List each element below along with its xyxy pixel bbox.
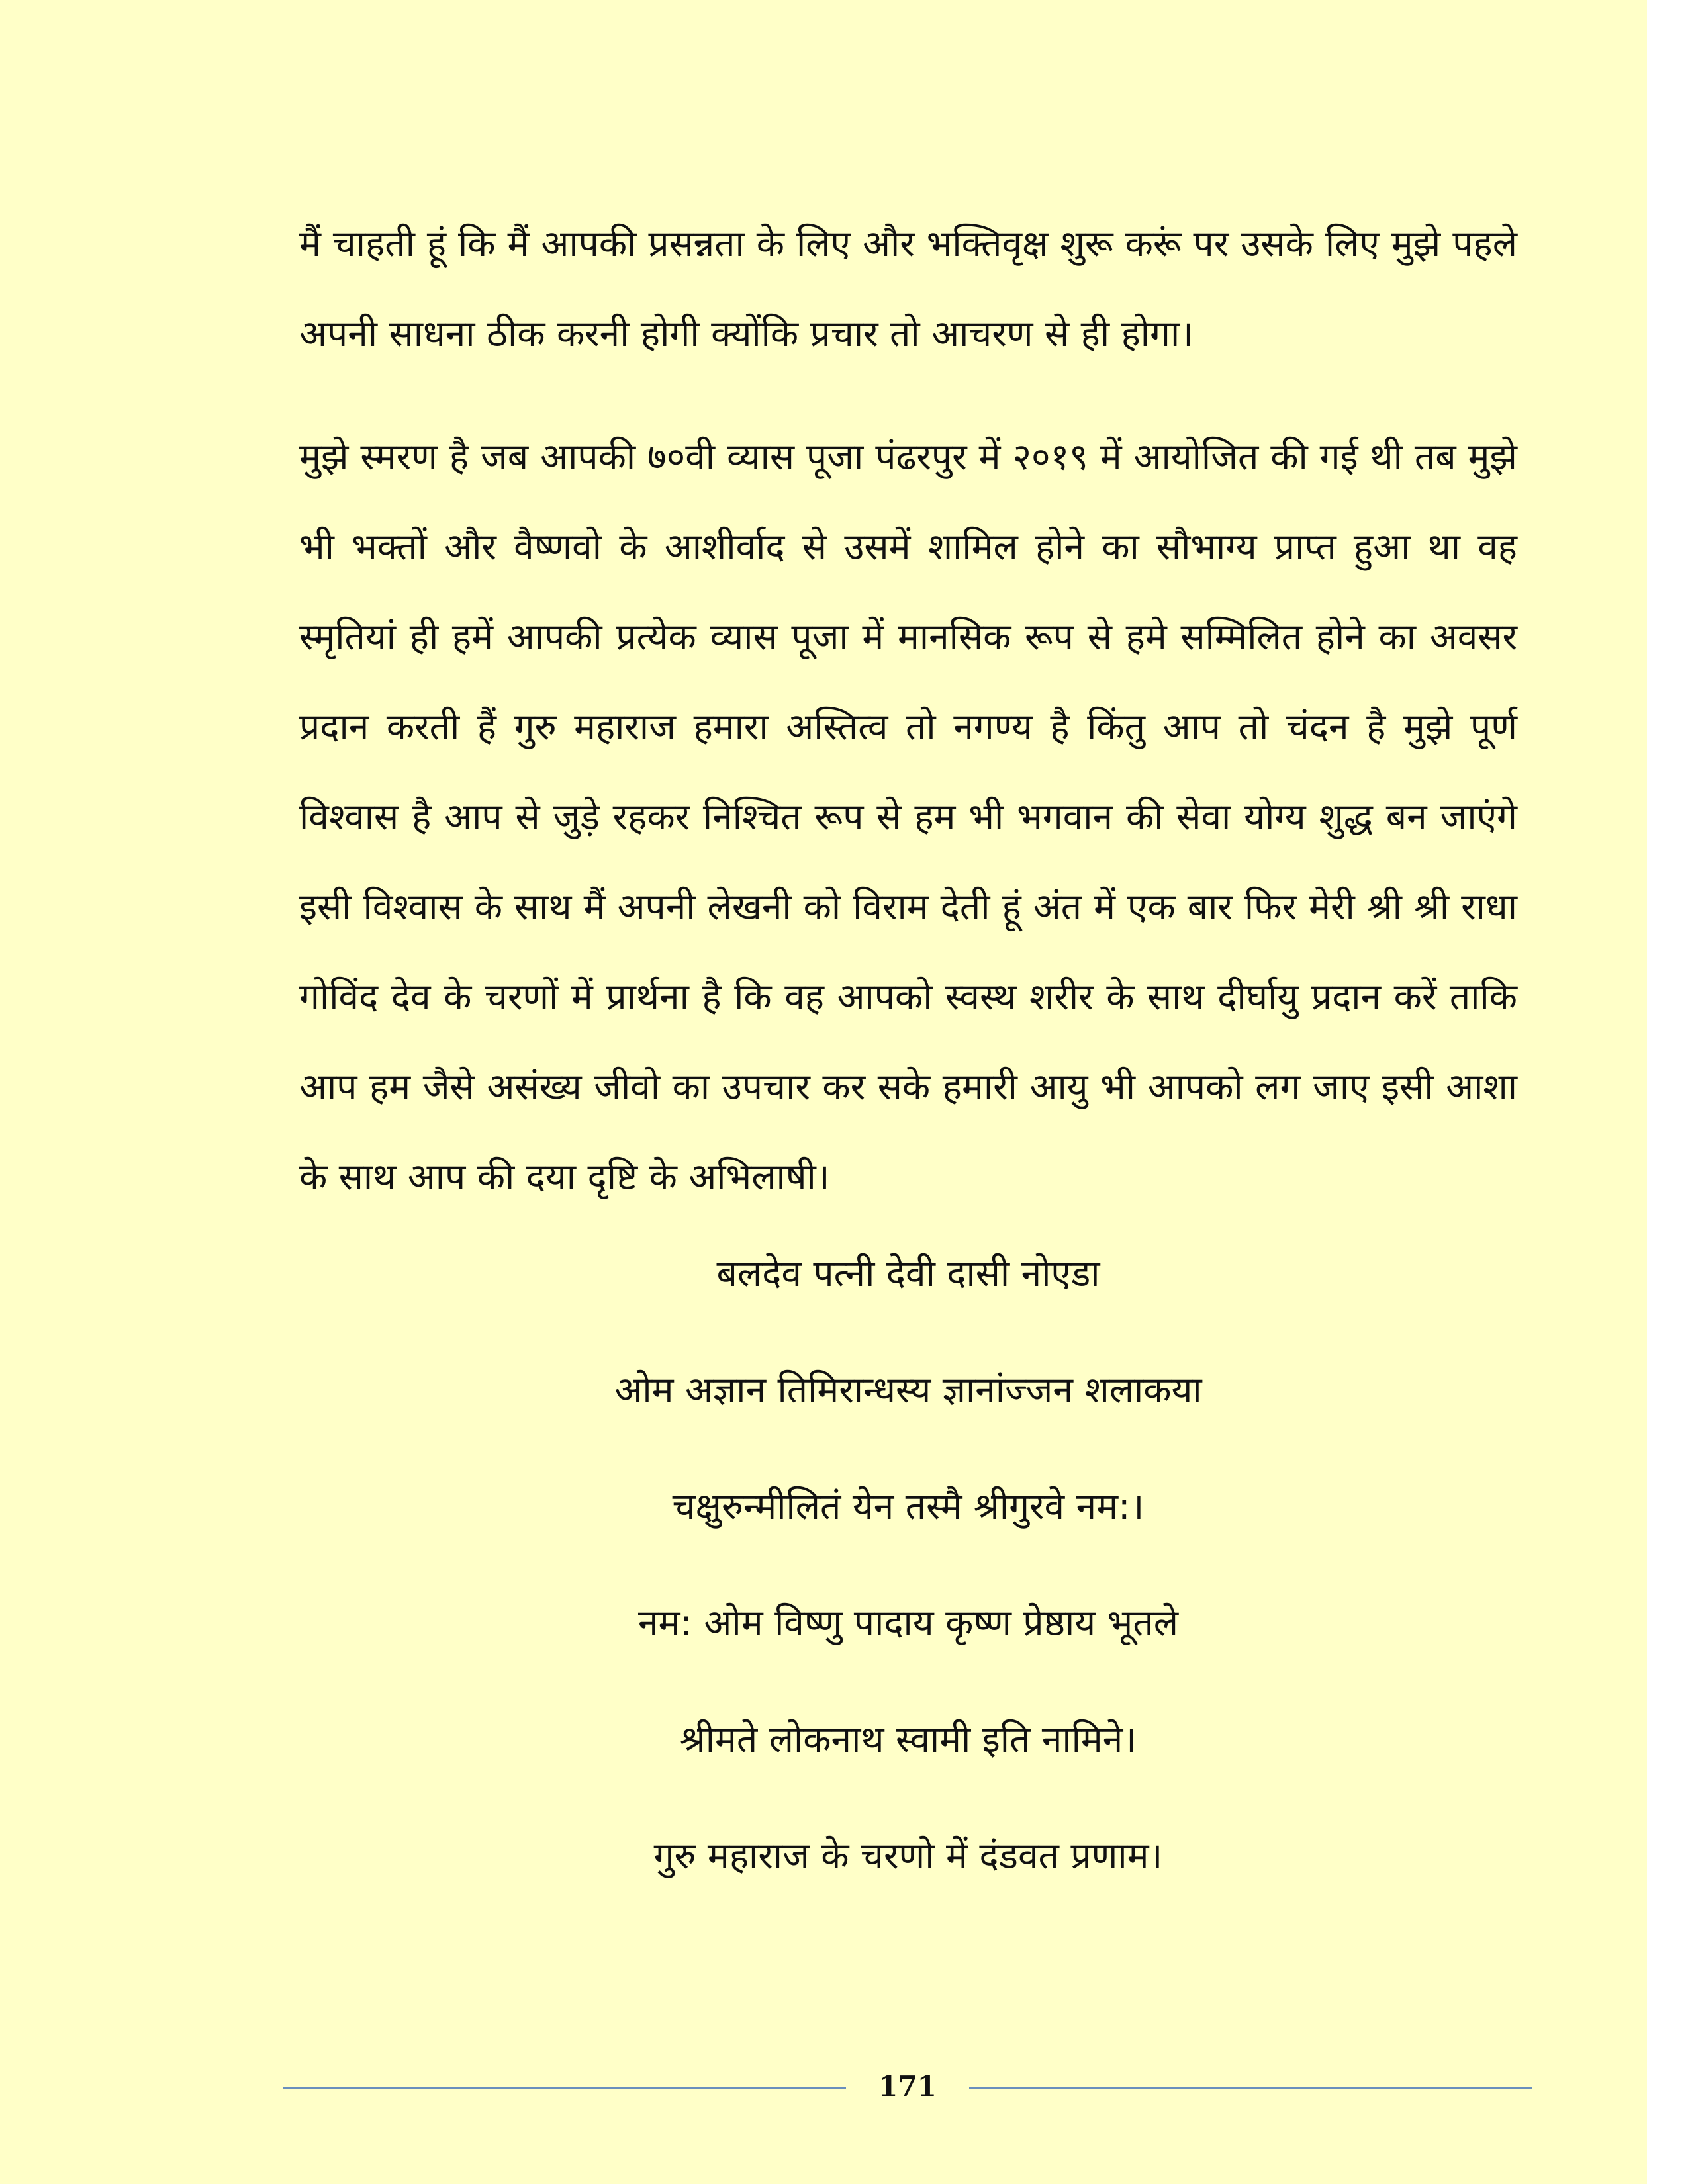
letter-body [299, 199, 1517, 1255]
footer-rule-left [283, 2087, 846, 2089]
footer-rule-right [969, 2087, 1532, 2089]
verse-line: चक्षुरुन्मीलितं येन तस्मै श्रीगुरवे नम:। [672, 1485, 1145, 1527]
closing-block [299, 1215, 1517, 1914]
page-number: 171 [878, 2070, 937, 2103]
verse-line: ओम अज्ञान तिमिरान्धस्य ज्ञानांज्जन शलाकया [614, 1369, 1202, 1411]
closing-salutation: गुरु महाराज के चरणो में दंडवत प्रणाम। [653, 1835, 1163, 1877]
page-footer [283, 2064, 1532, 2110]
signature: बलदेव पत्नी देवी दासी नोएडा [716, 1252, 1100, 1295]
verse-line: नम: ओम विष्णु पादाय कृष्ण प्रेष्ठाय भूतले [638, 1602, 1178, 1644]
paragraph-1: मैं चाहती हूं कि मैं आपकी प्रसन्नता के लिए और भक्तिवृक्ष शुरू करूं पर उसके लिए मुझे पहले अपनी साधना ठीक करनी होगी क्योंकि प्रचार तो आचरण से ही होगा। [299, 222, 1517, 355]
verse-line: श्रीमते लोकनाथ स्वामी इति नामिने। [679, 1718, 1137, 1760]
paragraph-2: मुझे स्मरण है जब आपकी ७०वी व्यास पूजा पंढरपुर में २०१९ में आयोजित की गई थी तब मुझे भी भक्तों और वैष्णवो के आशीर्वाद से उसमें शामिल होने का सौभाग्य प्राप्त हुआ था वह स्मृतियां ही हमें आपकी प्रत्येक व्यास पूजा में मानसिक रूप से हमे सम्मिलित होने का अवसर प्रदान करती हैं गुरु महाराज हमारा अस्तित्व तो नगण्य है किंतु आप तो चंदन है मुझे पूर्ण विश्वास है आप से जुड़े रहकर निश्चित रूप से हम भी भगवान की सेवा योग्य शुद्ध बन जाएंगे इसी विश्वास के साथ मैं अपनी लेखनी को विराम देती हूं अंत में एक बार फिर मेरी श्री श्री राधा गोविंद देव के चरणों में प्रार्थना है कि वह आपको स्वस्थ शरीर के साथ दीर्घायु प्रदान करें ताकि आप हम जैसे असंख्य जीवो का उपचार कर सके हमारी आयु भी आपको लग जाए इसी आशा के साथ आप की दया दृष्टि के अभिलाषी। [299, 435, 1517, 1198]
